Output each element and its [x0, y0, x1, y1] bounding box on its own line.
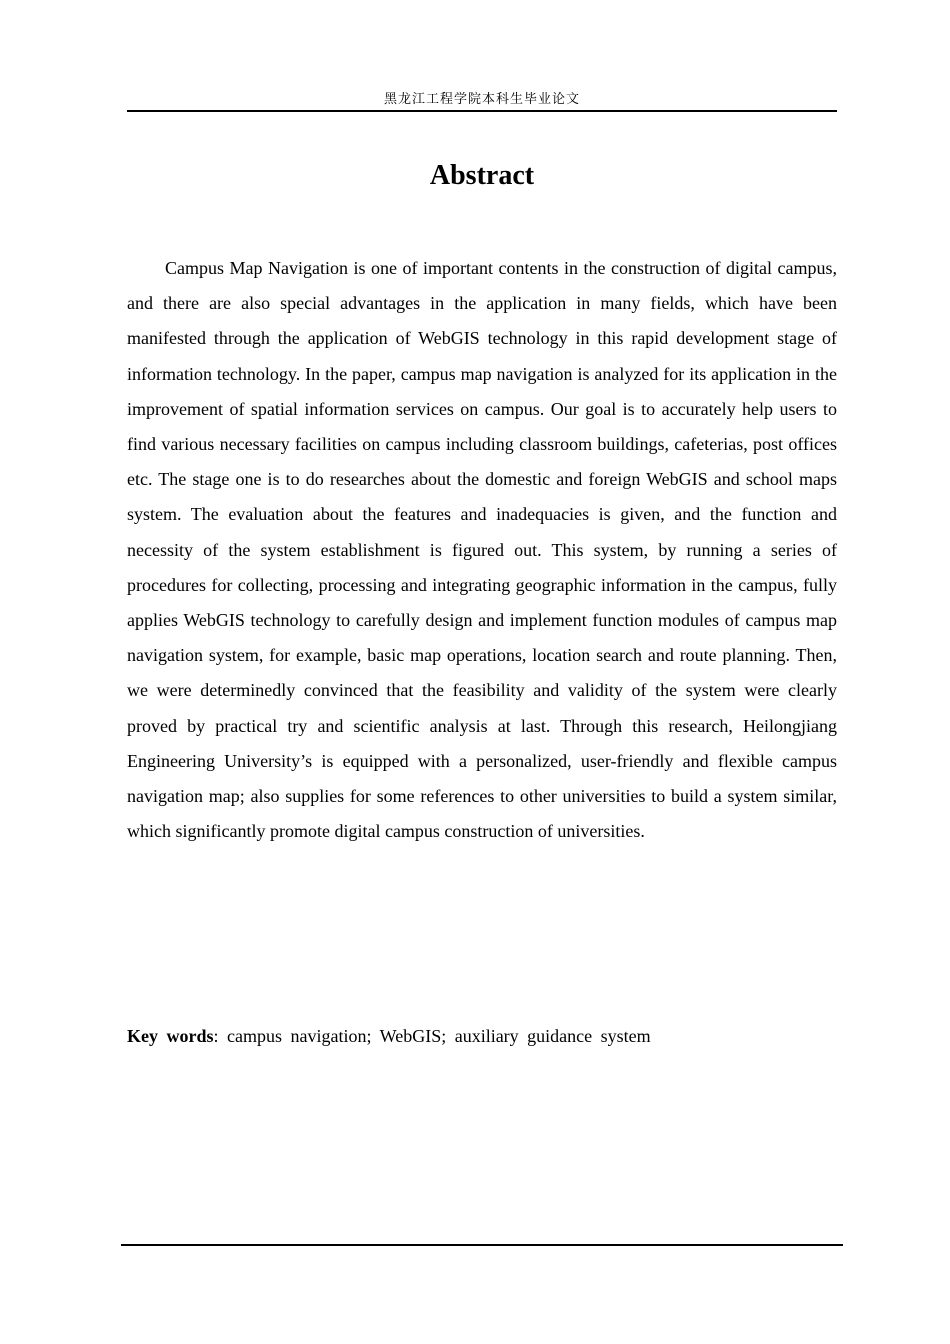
keywords-label: Key words [127, 1026, 214, 1046]
keywords-terms: campus navigation; WebGIS; auxiliary guidance system [227, 1026, 651, 1046]
footer-rule [121, 1244, 843, 1246]
keywords-line [127, 1019, 837, 1053]
abstract-body: Campus Map Navigation is one of important contents in the construction of digital campus, and there are also special advantages in the application in many fields, which have been manifested through the application of WebGIS technology in this rapid development stage of information technology. In the paper, campus map navigation is analyzed for its application in the improvement of spatial information services on campus. Our goal is to accurately help users to find various necessary facilities on campus including classroom buildings, cafeterias, post offices etc. The stage one is to do researches about the domestic and foreign WebGIS and school maps system. The evaluation about the features and inadequacies is given, and the function and necessity of the system establishment is figured out. This system, by running a series of procedures for collecting, processing and integrating geographic information in the campus, fully applies WebGIS technology to carefully design and implement function modules of campus map navigation system, for example, basic map operations, location search and route planning. Then, we were determinedly convinced that the feasibility and validity of the system were clearly proved by practical try and scientific analysis at last. Through this research, Heilongjiang Engineering University’s is equipped with a personalized, user-friendly and flexible campus navigation map; also supplies for some references to other universities to build a system similar, which significantly promote digital campus construction of universities. [127, 258, 837, 842]
abstract-title: Abstract [429, 160, 535, 191]
keywords-separator: : [213, 1026, 219, 1046]
running-header: 黑龙江工程学院本科生毕业论文 [383, 92, 580, 107]
header-rule [127, 110, 837, 112]
